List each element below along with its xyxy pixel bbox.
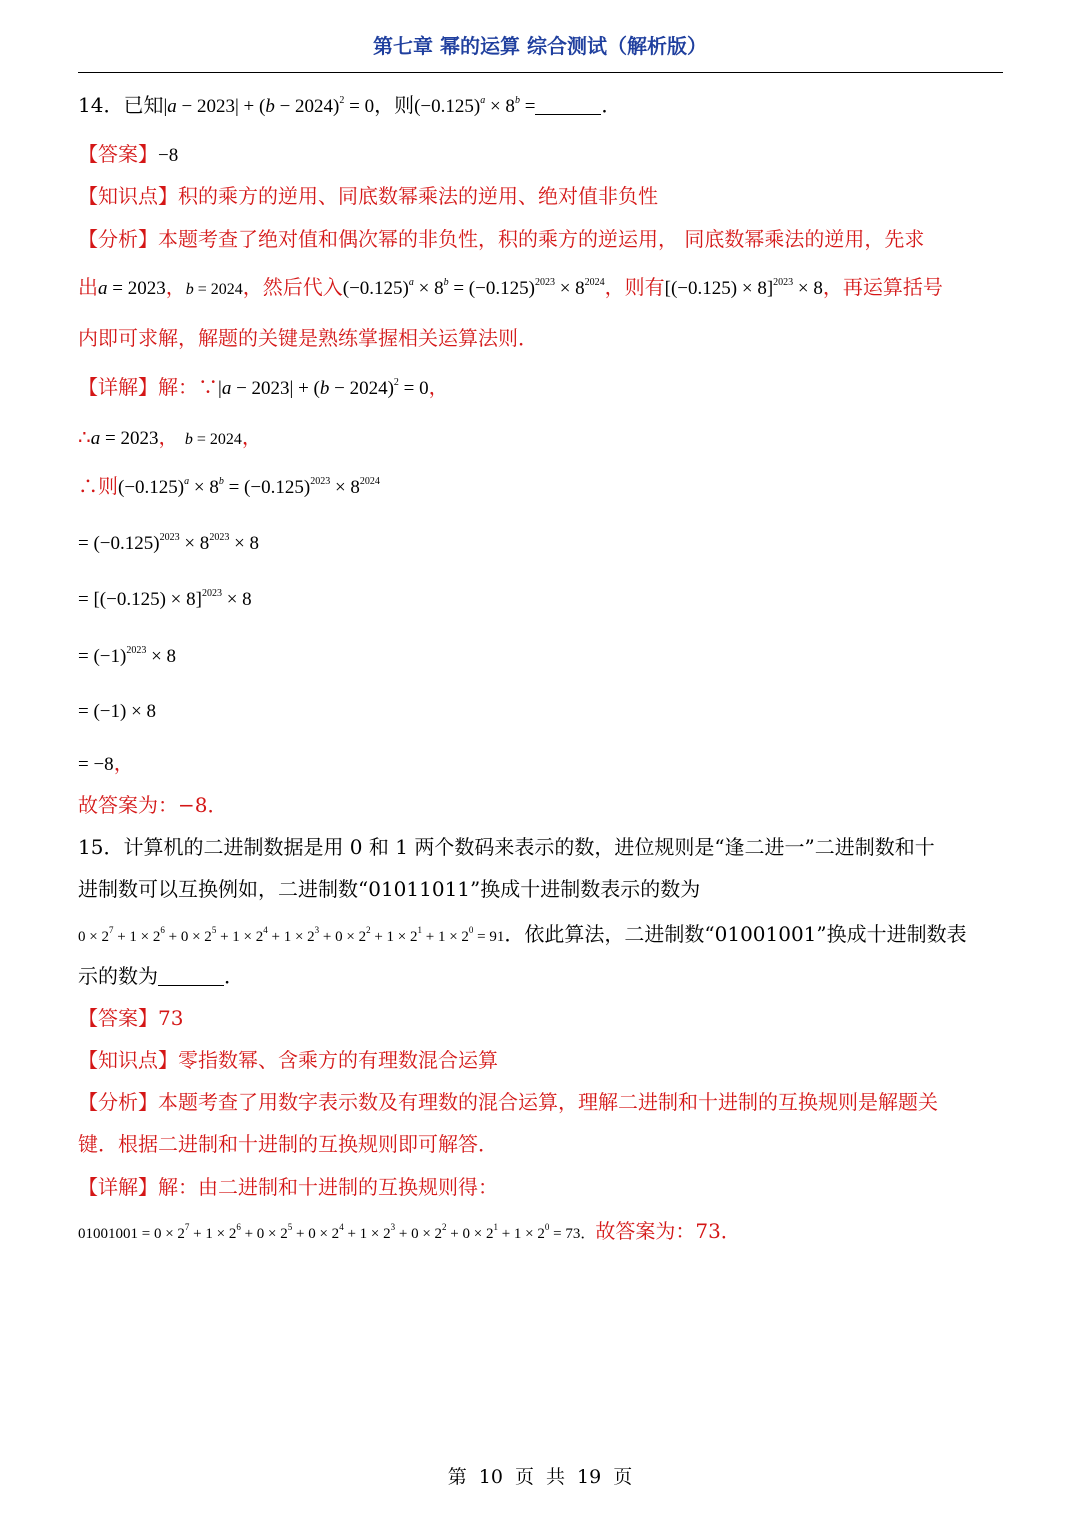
q15-answer — [78, 997, 1008, 1040]
q14-stem: 14．已知$|a - 2023| + (b - 2024)^2 = 0$，则$(-0.125)^a \times 8^b$ = ． — [78, 93, 622, 117]
q15-analysis-line-2: 键．根据二进制和十进制的互换规则即可解答． — [78, 1132, 498, 1156]
q14-answer — [78, 133, 1008, 177]
q15-stem-line-1 — [78, 826, 1008, 869]
q14-analysis-line-2: 出a = 2023，b = 2024，然后代入$(-0.125)^a \times 8^b = (-0.125)^{2023} \times 8^{2024}$，则有$[(-0.125) \times 8]^{2023} \times 8$，再运算括号 — [78, 275, 943, 299]
q14-detail-label: 【详解】 — [78, 375, 158, 399]
page-title: 第七章 幂的运算 综合测试（解析版） — [373, 34, 707, 58]
q14-step-1-eq: $(-0.125)^a \times 8^b = (-0.125)^{2023} \times 8^{2024}$ — [118, 476, 380, 498]
q14-knowledge-text: 积的乘方的逆用、同底数幂乘法的逆用、绝对值非负性 — [178, 184, 658, 208]
q14-analysis-text-2b: ，然后代入 — [242, 275, 343, 299]
q14-step-6: = −8， — [78, 751, 134, 775]
q14-knowledge-label: 【知识点】 — [78, 184, 178, 208]
page-footer: 第 10 页 共 19 页 — [447, 1466, 633, 1488]
q14-answer-value: −8 — [158, 145, 179, 166]
q15-stem-line-3 — [78, 913, 1008, 959]
q14-detail-values: ∴a = 2023， b = 2024， — [78, 425, 262, 449]
q15-answer-blank — [158, 965, 224, 986]
q14-therefore-1: ∴ — [78, 425, 91, 449]
q14-conclusion: 故答案为：−8． — [78, 793, 228, 817]
q14-number: 14． — [78, 93, 124, 117]
q14-value-b: b = 2024 — [184, 431, 242, 448]
q15-example-equation: $0 \times 2^7 + 1 \times 2^6 + 0 \times 2^5 + 1 \times 2^4 + 1 \times 2^3 + 0 \times 2^2 + 1 \times 2^1 + 1 \times 2^0 = 91$ — [78, 925, 505, 945]
header-divider — [78, 72, 1003, 73]
q14-analysis-eq-bracket: $[(-0.125) \times 8]^{2023} \times 8$ — [664, 277, 823, 299]
q14-detail-intro-text: 解：∵ — [158, 375, 218, 399]
q15-stem-line-2: 进制数可以互换例如，二进制数“01011011”换成十进制数表示的数为 — [78, 877, 701, 901]
q15-knowledge-text: 零指数幂、含乘方的有理数混合运算 — [178, 1048, 498, 1072]
q15-detail-label: 【详解】 — [78, 1175, 158, 1199]
q15-detail-text: 解：由二进制和十进制的互换规则得： — [158, 1175, 498, 1199]
q14-analysis-text-2d: ，再运算括号 — [822, 275, 943, 299]
q15-detail-equation-line — [78, 1210, 1008, 1256]
q15-knowledge — [78, 1039, 1008, 1082]
q14-detail-condition: $|a - 2023| + (b - 2024)^2 = 0$ — [218, 377, 429, 399]
q14-knowledge — [78, 175, 1008, 218]
q15-stem-1: 计算机的二进制数据是用 0 和 1 两个数码来表示的数，进位规则是“逢二进一”二进制数和十 — [123, 835, 935, 859]
q14-answer-blank — [535, 94, 601, 115]
q15-stem-line-4: 示的数为 ． — [78, 964, 244, 988]
q14-step-4: = $(-1)^{2023} \times 8$ — [78, 645, 177, 667]
q14-expression: $(-0.125)^a \times 8^b$ = — [414, 95, 536, 117]
q14-analysis-text-2c: ，则有 — [604, 275, 665, 299]
q14-analysis-line-3: 内即可求解，解题的关键是熟练掌握相关运算法则． — [78, 326, 538, 350]
q14-analysis-eq-substitute: $(-0.125)^a \times 8^b = (-0.125)^{2023} \times 8^{2024}$ — [342, 277, 605, 299]
q14-analysis-eq-b: b = 2024 — [185, 281, 243, 298]
q14-analysis-text-1: 本题考查了绝对值和偶次幂的非负性，积的乘方的逆运用， 同底数幂乘法的逆用，先求 — [158, 227, 925, 251]
q14-analysis-line-1 — [78, 218, 1008, 261]
q14-value-a: a = 2023 — [90, 428, 159, 449]
q14-detail-intro: 【详解】解：∵|a − $2023| + (b - 2024)^2 = 0$， — [78, 375, 449, 399]
q15-analysis-label: 【分析】 — [78, 1090, 158, 1114]
q15-answer-value: 73 — [158, 1006, 184, 1030]
q15-detail-equation: $01001001 = 0 \times 2^7 + 1 \times 2^6 + 0 \times 2^5 + 0 \times 2^4 + 1 \times 2^3 + 0 \times 2^2 + 0 \times 2^1 + 1 \times 2^0 = 73$． — [78, 1222, 596, 1242]
q15-stem-4: 示的数为 — [78, 964, 158, 988]
q14-analysis-label: 【分析】 — [78, 227, 158, 251]
q14-answer-label: 【答案】 — [78, 142, 158, 166]
q15-analysis-line-1 — [78, 1081, 1008, 1124]
q14-step-2: = $(-0.125)^{2023} \times 8^{2023} \times 8$ — [78, 532, 260, 554]
q15-final-answer: 故答案为：73． — [595, 1219, 741, 1243]
q14-step-1 — [78, 465, 1008, 509]
q15-answer-label: 【答案】 — [78, 1006, 158, 1030]
q15-detail — [78, 1166, 1008, 1209]
q14-stem-mid: ，则 — [374, 93, 415, 117]
q14-analysis-text-2a: 出 — [78, 275, 98, 299]
q14-therefore-2: ∴则 — [78, 474, 118, 498]
q14-stem-prefix: 已知 — [123, 93, 164, 117]
q15-analysis-text-1: 本题考查了用数字表示数及有理数的混合运算，理解二进制和十进制的互换规则是解题关 — [158, 1090, 938, 1114]
q15-number: 15． — [78, 835, 124, 859]
q14-step-5: = (−1) × 8 — [78, 701, 157, 722]
q14-analysis-eq-a: a = 2023 — [98, 278, 166, 299]
q14-condition-equation: $|a - 2023| + (b - 2024)^2 = 0$ — [163, 95, 375, 117]
q14-step-3: = $[(-0.125) \times 8]^{2023} \times 8$ — [78, 588, 252, 610]
q15-knowledge-label: 【知识点】 — [78, 1048, 178, 1072]
q15-stem-3-tail: ．依此算法，二进制数“01001001”换成十进制数表 — [504, 922, 967, 946]
